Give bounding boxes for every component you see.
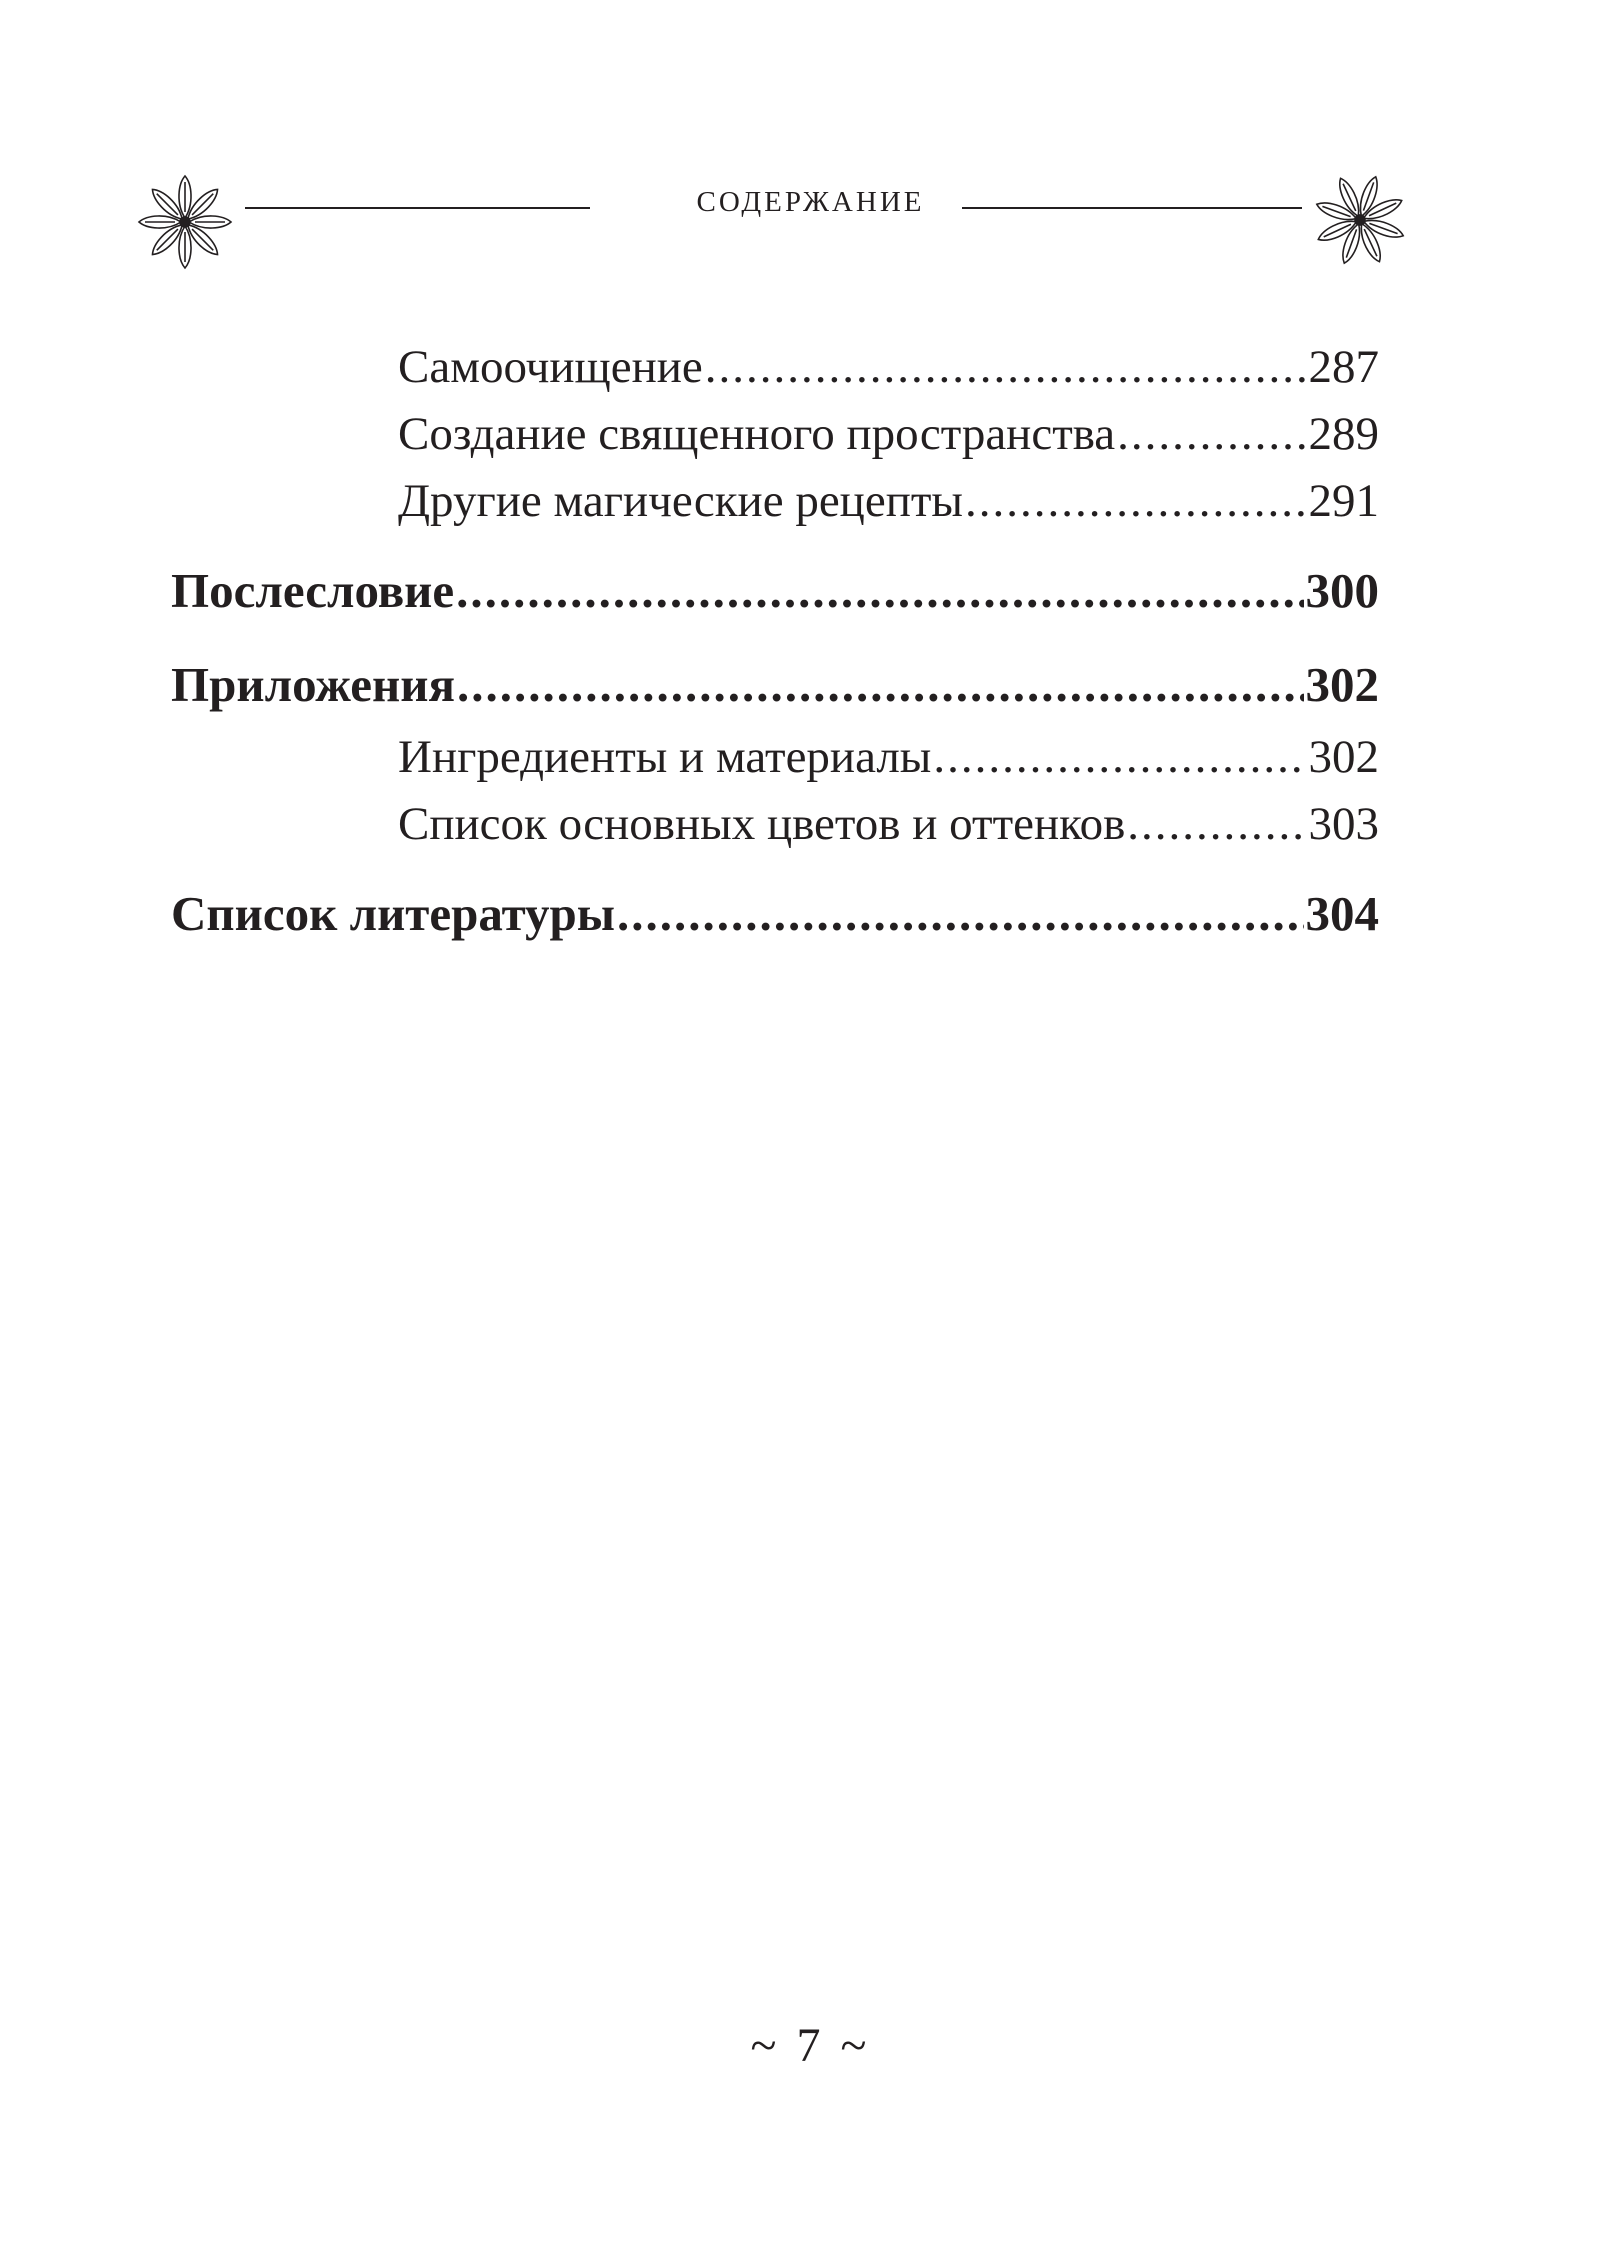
toc-entry-label: Послесловие (171, 563, 455, 618)
toc-entry[interactable] (171, 562, 1379, 619)
toc-entry[interactable] (398, 340, 1379, 394)
dot-leader (933, 730, 1306, 784)
dot-leader (456, 562, 1303, 619)
toc-entry-label: Список литературы (171, 886, 616, 941)
toc-entry[interactable] (171, 885, 1379, 942)
page-title: СОДЕРЖАНИЕ (696, 186, 925, 218)
toc-entry[interactable] (398, 474, 1379, 528)
toc-entry-label: Другие магические рецепты (398, 475, 963, 527)
toc-entry-page: 302 (1308, 731, 1379, 783)
toc-entry[interactable] (171, 656, 1379, 713)
toc-entry-label: Список основных цветов и оттенков (398, 798, 1126, 850)
toc-entry[interactable] (398, 407, 1379, 461)
page-number: ~ 7 ~ (750, 2019, 871, 2072)
toc-entry-page: 304 (1305, 886, 1379, 941)
toc-entry-page: 291 (1308, 475, 1379, 527)
toc-entry-label: Приложения (171, 657, 455, 712)
toc-entry-page: 287 (1308, 341, 1379, 393)
toc-entry-page: 303 (1308, 798, 1379, 850)
toc-entry[interactable] (398, 730, 1379, 784)
toc-entry[interactable] (398, 797, 1379, 851)
toc-entry-label: Ингредиенты и материалы (398, 731, 932, 783)
table-of-contents (0, 0, 1621, 1000)
toc-entry-page: 300 (1305, 563, 1379, 618)
dot-leader (965, 474, 1307, 528)
dot-leader (1117, 407, 1306, 461)
dot-leader (705, 340, 1307, 394)
toc-entry-page: 289 (1308, 408, 1379, 460)
dot-leader (617, 885, 1303, 942)
toc-entry-page: 302 (1305, 657, 1379, 712)
dot-leader (1127, 797, 1306, 851)
toc-entry-label: Самоочищение (398, 341, 703, 393)
toc-entry-label: Создание священного пространства (398, 408, 1116, 460)
dot-leader (457, 656, 1304, 713)
